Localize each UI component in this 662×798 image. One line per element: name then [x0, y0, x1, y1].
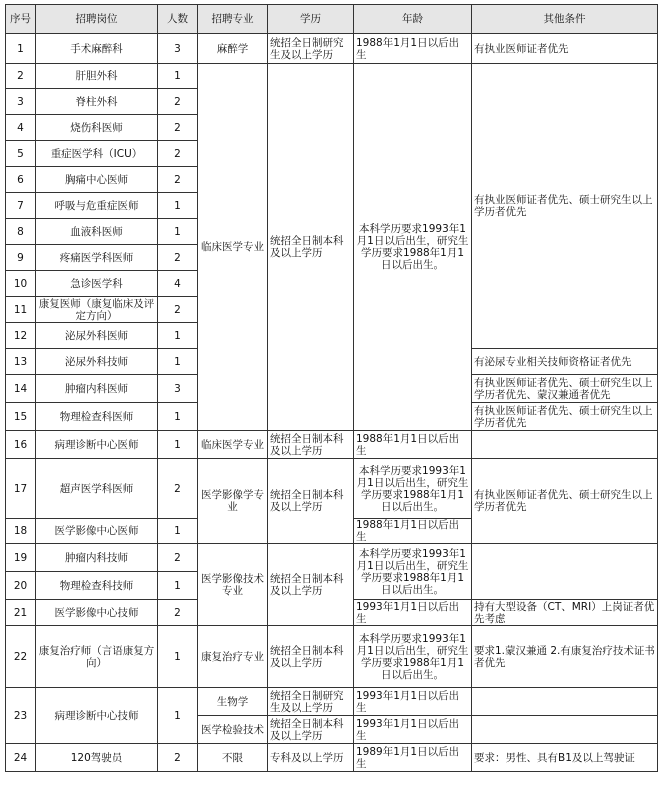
table-row: [6, 34, 658, 64]
header-no: 序号: [6, 5, 36, 34]
row-no: 16: [6, 431, 36, 459]
row-post: 医学影像中心医师: [36, 519, 158, 544]
row-major: 不限: [198, 744, 268, 772]
row-count: 2: [158, 245, 198, 271]
row-no: 14: [6, 375, 36, 403]
row-major: 生物学: [198, 688, 268, 716]
row-no: 6: [6, 167, 36, 193]
row-post: 疼痛医学科医师: [36, 245, 158, 271]
row-no: 7: [6, 193, 36, 219]
row-post: 脊柱外科: [36, 89, 158, 115]
row-no: 22: [6, 626, 36, 688]
row-count: 1: [158, 403, 198, 431]
row-post: 120驾驶员: [36, 744, 158, 772]
row-post: 泌尿外科医师: [36, 323, 158, 349]
row-count: 2: [158, 744, 198, 772]
row-other: 要求：男性、具有B1及以上驾驶证: [472, 744, 658, 772]
row-other: 持有大型设备（CT、MRI）上岗证者优先考虑: [472, 600, 658, 626]
row-major: 麻醉学: [198, 34, 268, 64]
table-row: [6, 544, 658, 572]
table-row: [6, 459, 658, 519]
row-post: 康复治疗师（言语康复方向）: [36, 626, 158, 688]
table-row: [6, 431, 658, 459]
row-age: 本科学历要求1993年1月1日以后出生，研究生学历要求1988年1月1日以后出生。: [354, 626, 472, 688]
row-no: 24: [6, 744, 36, 772]
row-count: 1: [158, 688, 198, 744]
row-count: 1: [158, 626, 198, 688]
row-no: 15: [6, 403, 36, 431]
row-count: 1: [158, 64, 198, 89]
row-no: 19: [6, 544, 36, 572]
group-imaging-tech-major: 医学影像技术专业: [198, 544, 268, 626]
row-post: 急诊医学科: [36, 271, 158, 297]
group-imaging-tech-education: 统招全日制本科及以上学历: [268, 544, 354, 626]
row-post: 肿瘤内科技师: [36, 544, 158, 572]
row-major: 临床医学专业: [198, 431, 268, 459]
row-age: 1993年1月1日以后出生: [354, 716, 472, 744]
row-major: 康复治疗专业: [198, 626, 268, 688]
row-education: 专科及以上学历: [268, 744, 354, 772]
row-count: 1: [158, 431, 198, 459]
row-other: [472, 688, 658, 716]
row-post: 病理诊断中心医师: [36, 431, 158, 459]
row-other: 要求1.蒙汉兼通 2.有康复治疗技术证书者优先: [472, 626, 658, 688]
row-count: 1: [158, 519, 198, 544]
header-age: 年龄: [354, 5, 472, 34]
row-post: 血液科医师: [36, 219, 158, 245]
row-other: 有执业医师证者优先、硕士研究生以上学历者优先: [472, 403, 658, 431]
row-age: 1989年1月1日以后出生: [354, 744, 472, 772]
row-age: 1993年1月1日以后出生: [354, 600, 472, 626]
row-count: 3: [158, 375, 198, 403]
row-count: 1: [158, 572, 198, 600]
row-count: 3: [158, 34, 198, 64]
row-no: 23: [6, 688, 36, 744]
row-count: 1: [158, 349, 198, 375]
row-no: 12: [6, 323, 36, 349]
row-no: 11: [6, 297, 36, 323]
group-clinical-major: 临床医学专业: [198, 64, 268, 431]
row-no: 18: [6, 519, 36, 544]
row-count: 2: [158, 297, 198, 323]
row-age: 1988年1月1日以后出生: [354, 519, 472, 544]
row-other: 有泌尿专业相关技师资格证者优先: [472, 349, 658, 375]
row-no: 13: [6, 349, 36, 375]
row-count: 1: [158, 219, 198, 245]
row-post: 呼吸与危重症医师: [36, 193, 158, 219]
header-post: 招聘岗位: [36, 5, 158, 34]
row-other: [472, 544, 658, 600]
header-count: 人数: [158, 5, 198, 34]
row-age: 本科学历要求1993年1月1日以后出生，研究生学历要求1988年1月1日以后出生。: [354, 459, 472, 519]
group-imaging-other: 有执业医师证者优先、硕士研究生以上学历者优先: [472, 459, 658, 544]
row-other: [472, 431, 658, 459]
row-count: 2: [158, 544, 198, 572]
group-clinical-education: 统招全日制本科及以上学历: [268, 64, 354, 431]
row-education: 统招全日制本科及以上学历: [268, 431, 354, 459]
row-education: 统招全日制本科及以上学历: [268, 626, 354, 688]
table-row: [6, 744, 658, 772]
row-count: 2: [158, 459, 198, 519]
group-clinical-age: 本科学历要求1993年1月1日以后出生，研究生学历要求1988年1月1日以后出生。: [354, 64, 472, 431]
row-no: 2: [6, 64, 36, 89]
row-count: 2: [158, 167, 198, 193]
row-post: 病理诊断中心技师: [36, 688, 158, 744]
row-age: 1988年1月1日以后出生: [354, 34, 472, 64]
row-post: 手术麻醉科: [36, 34, 158, 64]
row-no: 10: [6, 271, 36, 297]
recruitment-table: [5, 4, 658, 772]
row-post: 超声医学科医师: [36, 459, 158, 519]
row-no: 17: [6, 459, 36, 519]
row-other: 有执业医师证者优先: [472, 34, 658, 64]
row-count: 2: [158, 600, 198, 626]
row-post: 烧伤科医师: [36, 115, 158, 141]
recruitment-table-wrapper: [5, 4, 658, 772]
row-post: 康复医师（康复临床及评定方向）: [36, 297, 158, 323]
group-imaging-tech-age: 本科学历要求1993年1月1日以后出生，研究生学历要求1988年1月1日以后出生。: [354, 544, 472, 600]
row-other: [472, 716, 658, 744]
row-education: 统招全日制研究生及以上学历: [268, 34, 354, 64]
row-no: 1: [6, 34, 36, 64]
header-other: 其他条件: [472, 5, 658, 34]
row-count: 2: [158, 89, 198, 115]
row-education: 统招全日制本科及以上学历: [268, 716, 354, 744]
row-count: 2: [158, 141, 198, 167]
row-post: 医学影像中心技师: [36, 600, 158, 626]
row-post: 胸痛中心医师: [36, 167, 158, 193]
table-row: [6, 688, 658, 716]
row-other: 有执业医师证者优先、硕士研究生以上学历者优先、蒙汉兼通者优先: [472, 375, 658, 403]
group-clinical-other: 有执业医师证者优先、硕士研究生以上学历者优先: [472, 64, 658, 349]
row-post: 重症医学科（ICU）: [36, 141, 158, 167]
row-education: 统招全日制研究生及以上学历: [268, 688, 354, 716]
row-count: 4: [158, 271, 198, 297]
row-no: 9: [6, 245, 36, 271]
row-post: 物理检查科医师: [36, 403, 158, 431]
row-age: 1988年1月1日以后出生: [354, 431, 472, 459]
row-age: 1993年1月1日以后出生: [354, 688, 472, 716]
row-count: 2: [158, 115, 198, 141]
row-major: 医学检验技术: [198, 716, 268, 744]
header-education: 学历: [268, 5, 354, 34]
table-row: [6, 626, 658, 688]
header-row: [6, 5, 658, 34]
row-no: 21: [6, 600, 36, 626]
row-post: 肿瘤内科医师: [36, 375, 158, 403]
group-imaging-major: 医学影像学专业: [198, 459, 268, 544]
row-no: 20: [6, 572, 36, 600]
row-no: 4: [6, 115, 36, 141]
group-imaging-education: 统招全日制本科及以上学历: [268, 459, 354, 544]
row-no: 3: [6, 89, 36, 115]
row-post: 物理检查科技师: [36, 572, 158, 600]
row-no: 5: [6, 141, 36, 167]
row-count: 1: [158, 193, 198, 219]
table-row: [6, 64, 658, 89]
row-post: 肝胆外科: [36, 64, 158, 89]
row-post: 泌尿外科技师: [36, 349, 158, 375]
row-no: 8: [6, 219, 36, 245]
row-count: 1: [158, 323, 198, 349]
header-major: 招聘专业: [198, 5, 268, 34]
